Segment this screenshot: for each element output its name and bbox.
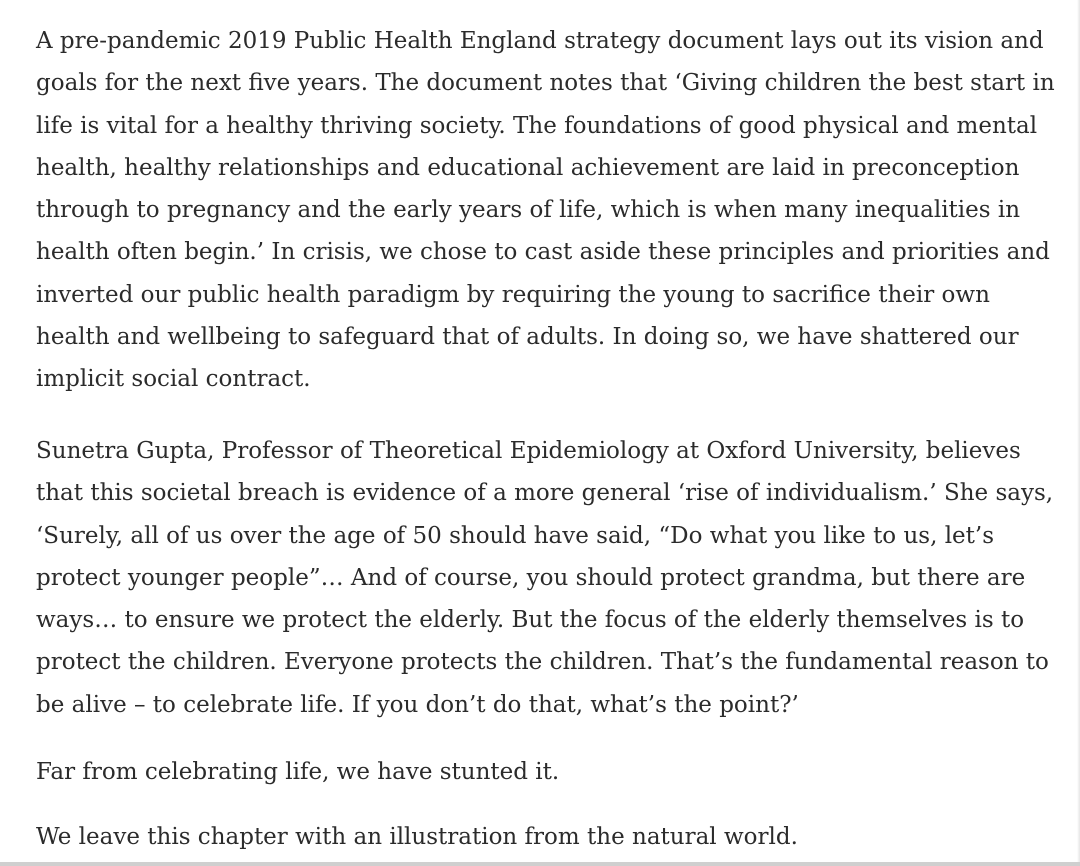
text-line: inverted our public health paradigm by requiring the young to sacrifice their own [36,281,990,308]
text-line: that this societal breach is evidence of a more general ‘rise of individualism.’ She says, [36,480,1054,507]
paragraph-sunetra-gupta-quote [36,430,1053,726]
text-line: health often begin.’ In crisis, we chose to cast aside these principles and priorities and [36,239,1050,266]
bottom-divider [0,862,1080,866]
text-line: ways… to ensure we protect the elderly. But the focus of the elderly themselves is to [36,607,1025,634]
paragraph-public-health-strategy [36,20,1055,401]
text-line: A pre-pandemic 2019 Public Health England strategy document lays out its vision and [36,28,1044,54]
text-line: We leave this chapter with an illustration from the natural world. [36,824,798,850]
text-line: be alive – to celebrate life. If you don’t do that, what’s the point?’ [36,691,799,718]
text-line: Far from celebrating life, we have stunted it. [36,759,560,785]
text-line: protect younger people”… And of course, you should protect grandma, but there are [36,564,1026,591]
paragraph-stunted-life [36,751,559,793]
text-line: health and wellbeing to safeguard that of adults. In doing so, we have shattered our [36,324,1019,351]
text-line: goals for the next five years. The document notes that ‘Giving children the best start in [36,70,1055,97]
text-line: Sunetra Gupta, Professor of Theoretical Epidemiology at Oxford University, believes [36,438,1021,464]
text-line: health, healthy relationships and educational achievement are laid in preconception [36,154,1020,181]
text-line: implicit social contract. [36,366,311,393]
text-line: ‘Surely, all of us over the age of 50 should have said, “Do what you like to us, let’s [36,522,995,549]
text-line: protect the children. Everyone protects the children. That’s the fundamental reason to [36,649,1049,676]
paragraph-chapter-close [36,816,798,858]
text-line: through to pregnancy and the early years of life, which is when many inequalities in [36,197,1021,224]
text-line: life is vital for a healthy thriving society. The foundations of good physical and mental [36,112,1038,139]
